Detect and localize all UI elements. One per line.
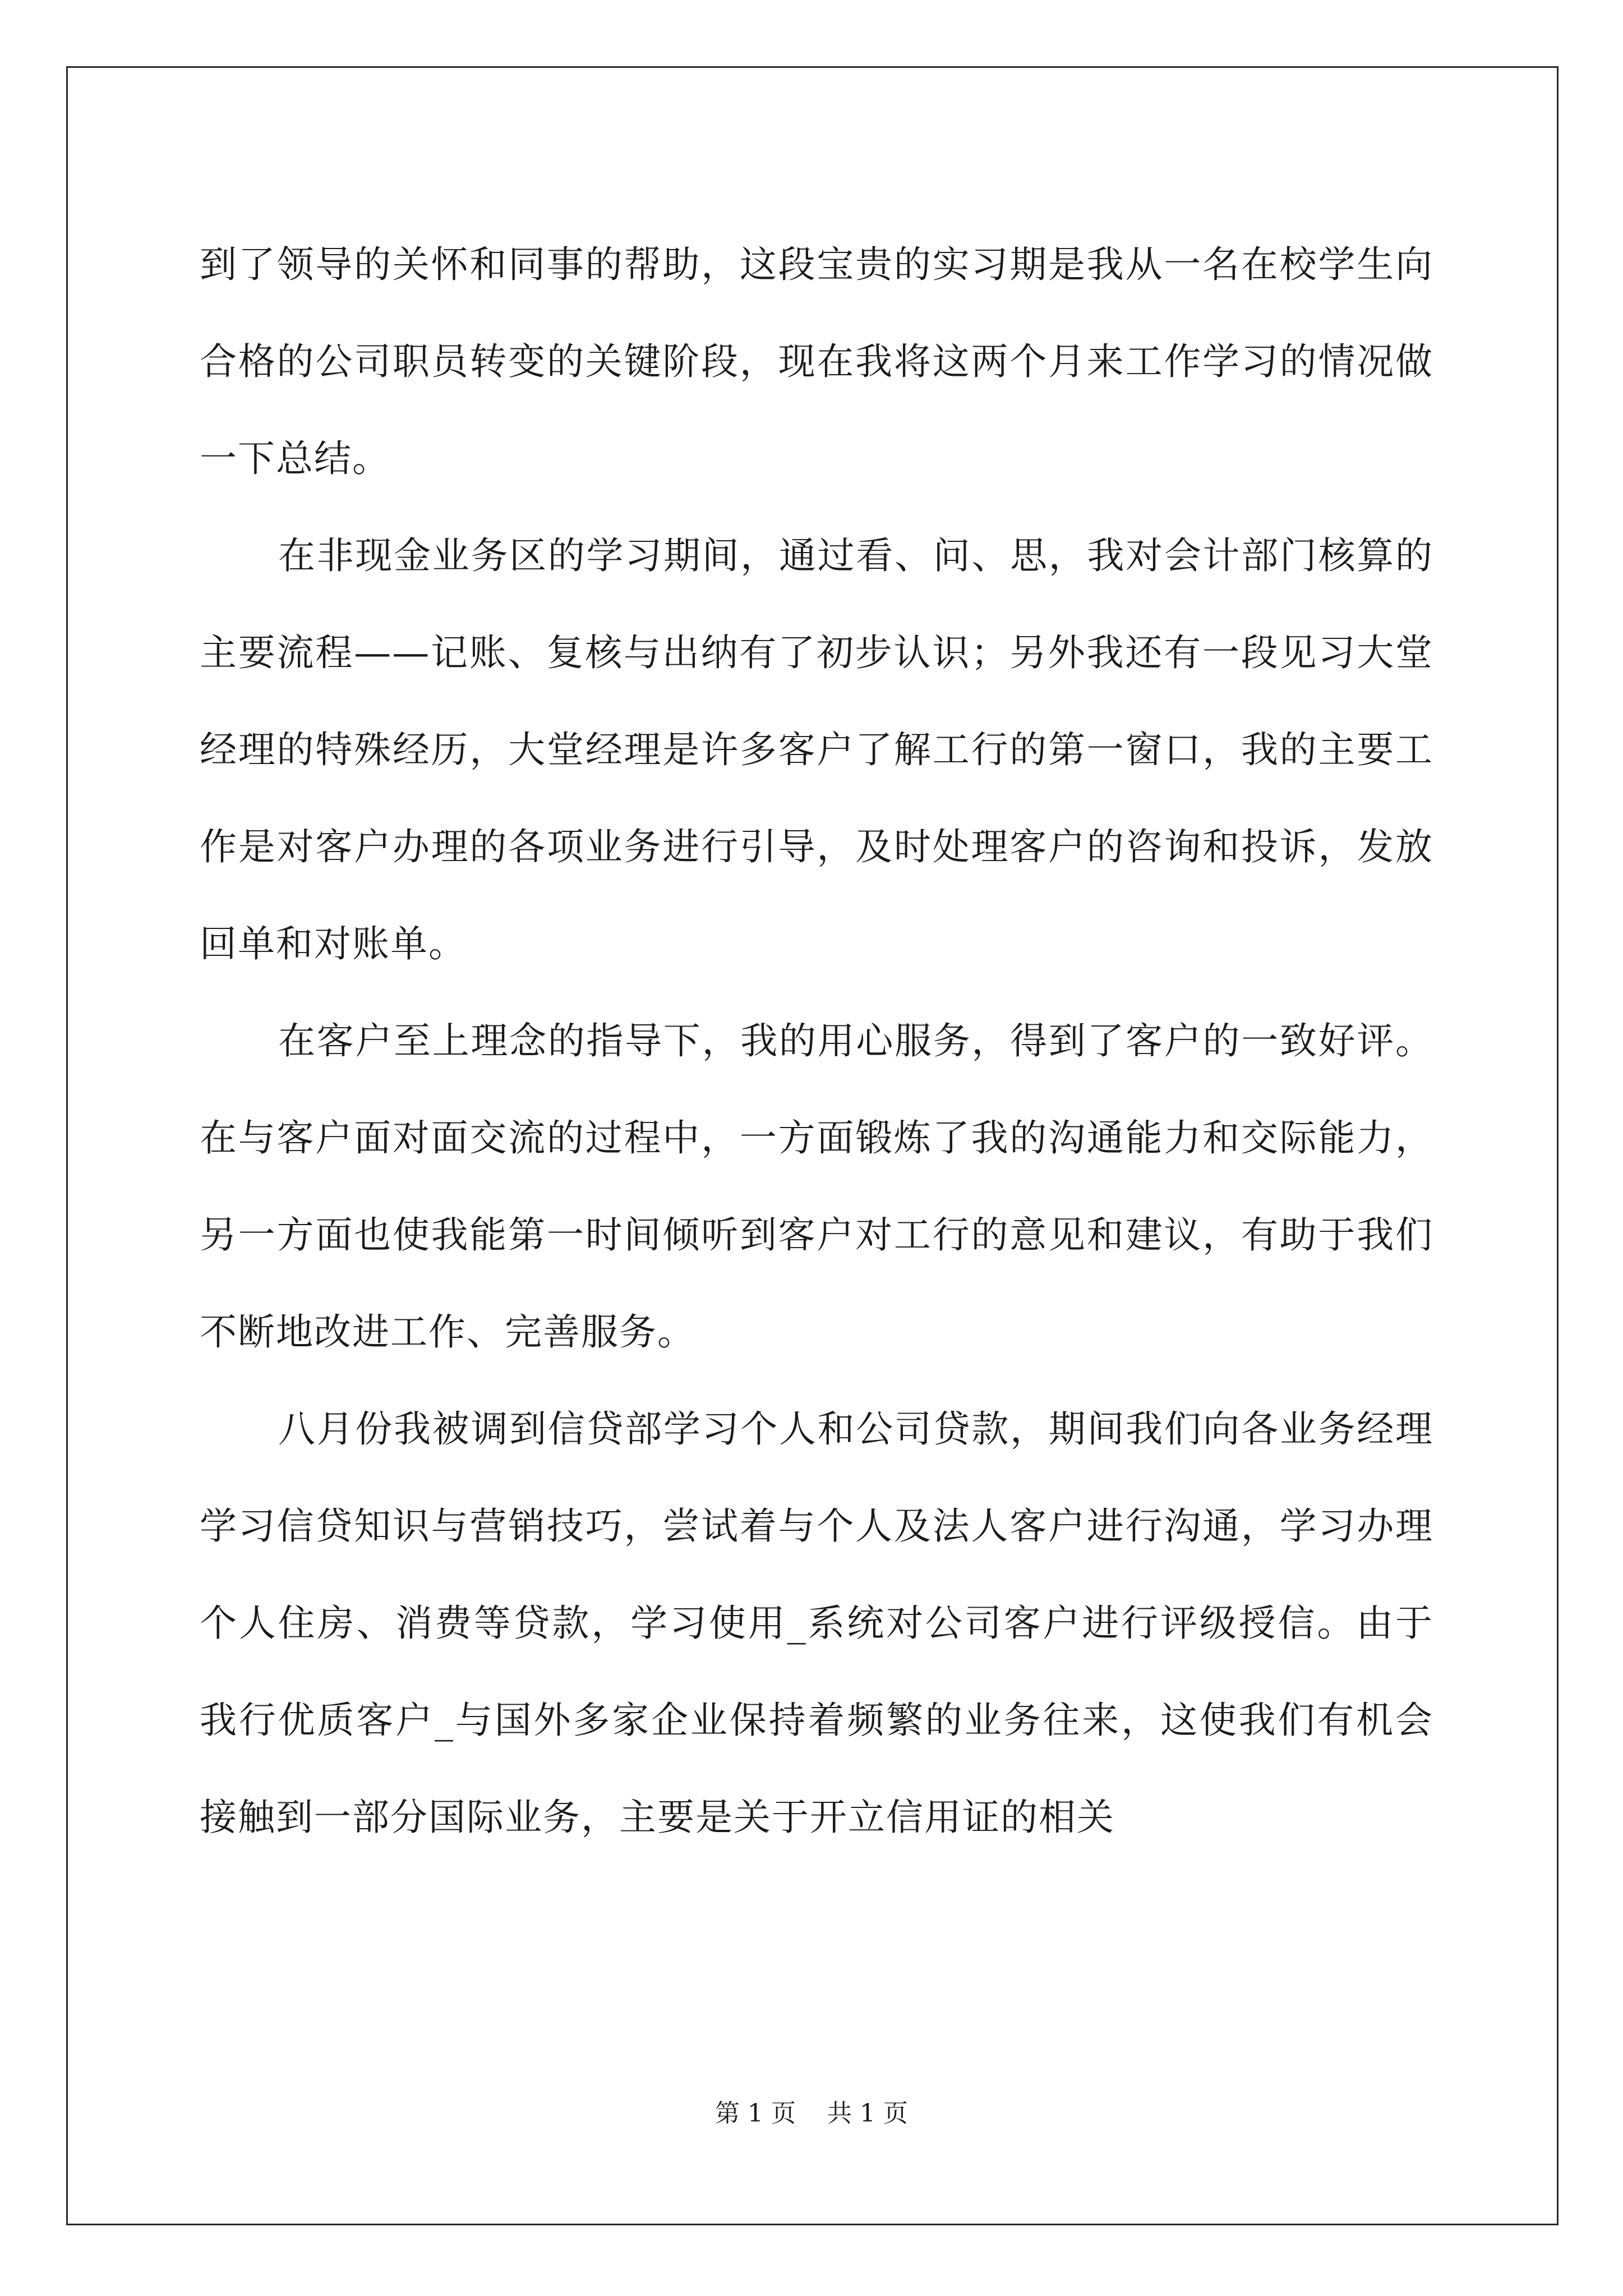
paragraph-3: 在客户至上理念的指导下，我的用心服务，得到了客户的一致好评。在与客户面对面交流的过程中，一方面锻炼了我的沟通能力和交际能力，另一方面也使我能第一时间倾听到客户对工行的意见和建议，有助于我们不断地改进工作、完善服务。 [200, 1019, 1433, 1354]
paragraph-1: 到了领导的关怀和同事的帮助，这段宝贵的实习期是我从一名在校学生向合格的公司职员转变的关键阶段，现在我将这两个月来工作学习的情况做一下总结。 [200, 243, 1433, 480]
document-body [200, 216, 1433, 1866]
paragraph-2: 在非现金业务区的学习期间，通过看、问、思，我对会计部门核算的主要流程——记账、复核与出纳有了初步认识；另外我还有一段见习大堂经理的特殊经历，大堂经理是许多客户了解工行的第一窗口，我的主要工作是对客户办理的各项业务进行引导，及时处理客户的咨询和投诉，发放回单和对账单。 [200, 534, 1433, 965]
page-number: 第 1 页 共 1 页 [715, 2099, 908, 2128]
page-footer [0, 2098, 1623, 2129]
paragraph-4: 八月份我被调到信贷部学习个人和公司贷款，期间我们向各业务经理学习信贷知识与营销技巧，尝试着与个人及法人客户进行沟通，学习办理个人住房、消费等贷款，学习使用_系统对公司客户进行评级授信。由于我行优质客户_与国外多家企业保持着频繁的业务往来，这使我们有机会接触到一部分国际业务，主要是关于开立信用证的相关 [200, 1407, 1433, 1839]
